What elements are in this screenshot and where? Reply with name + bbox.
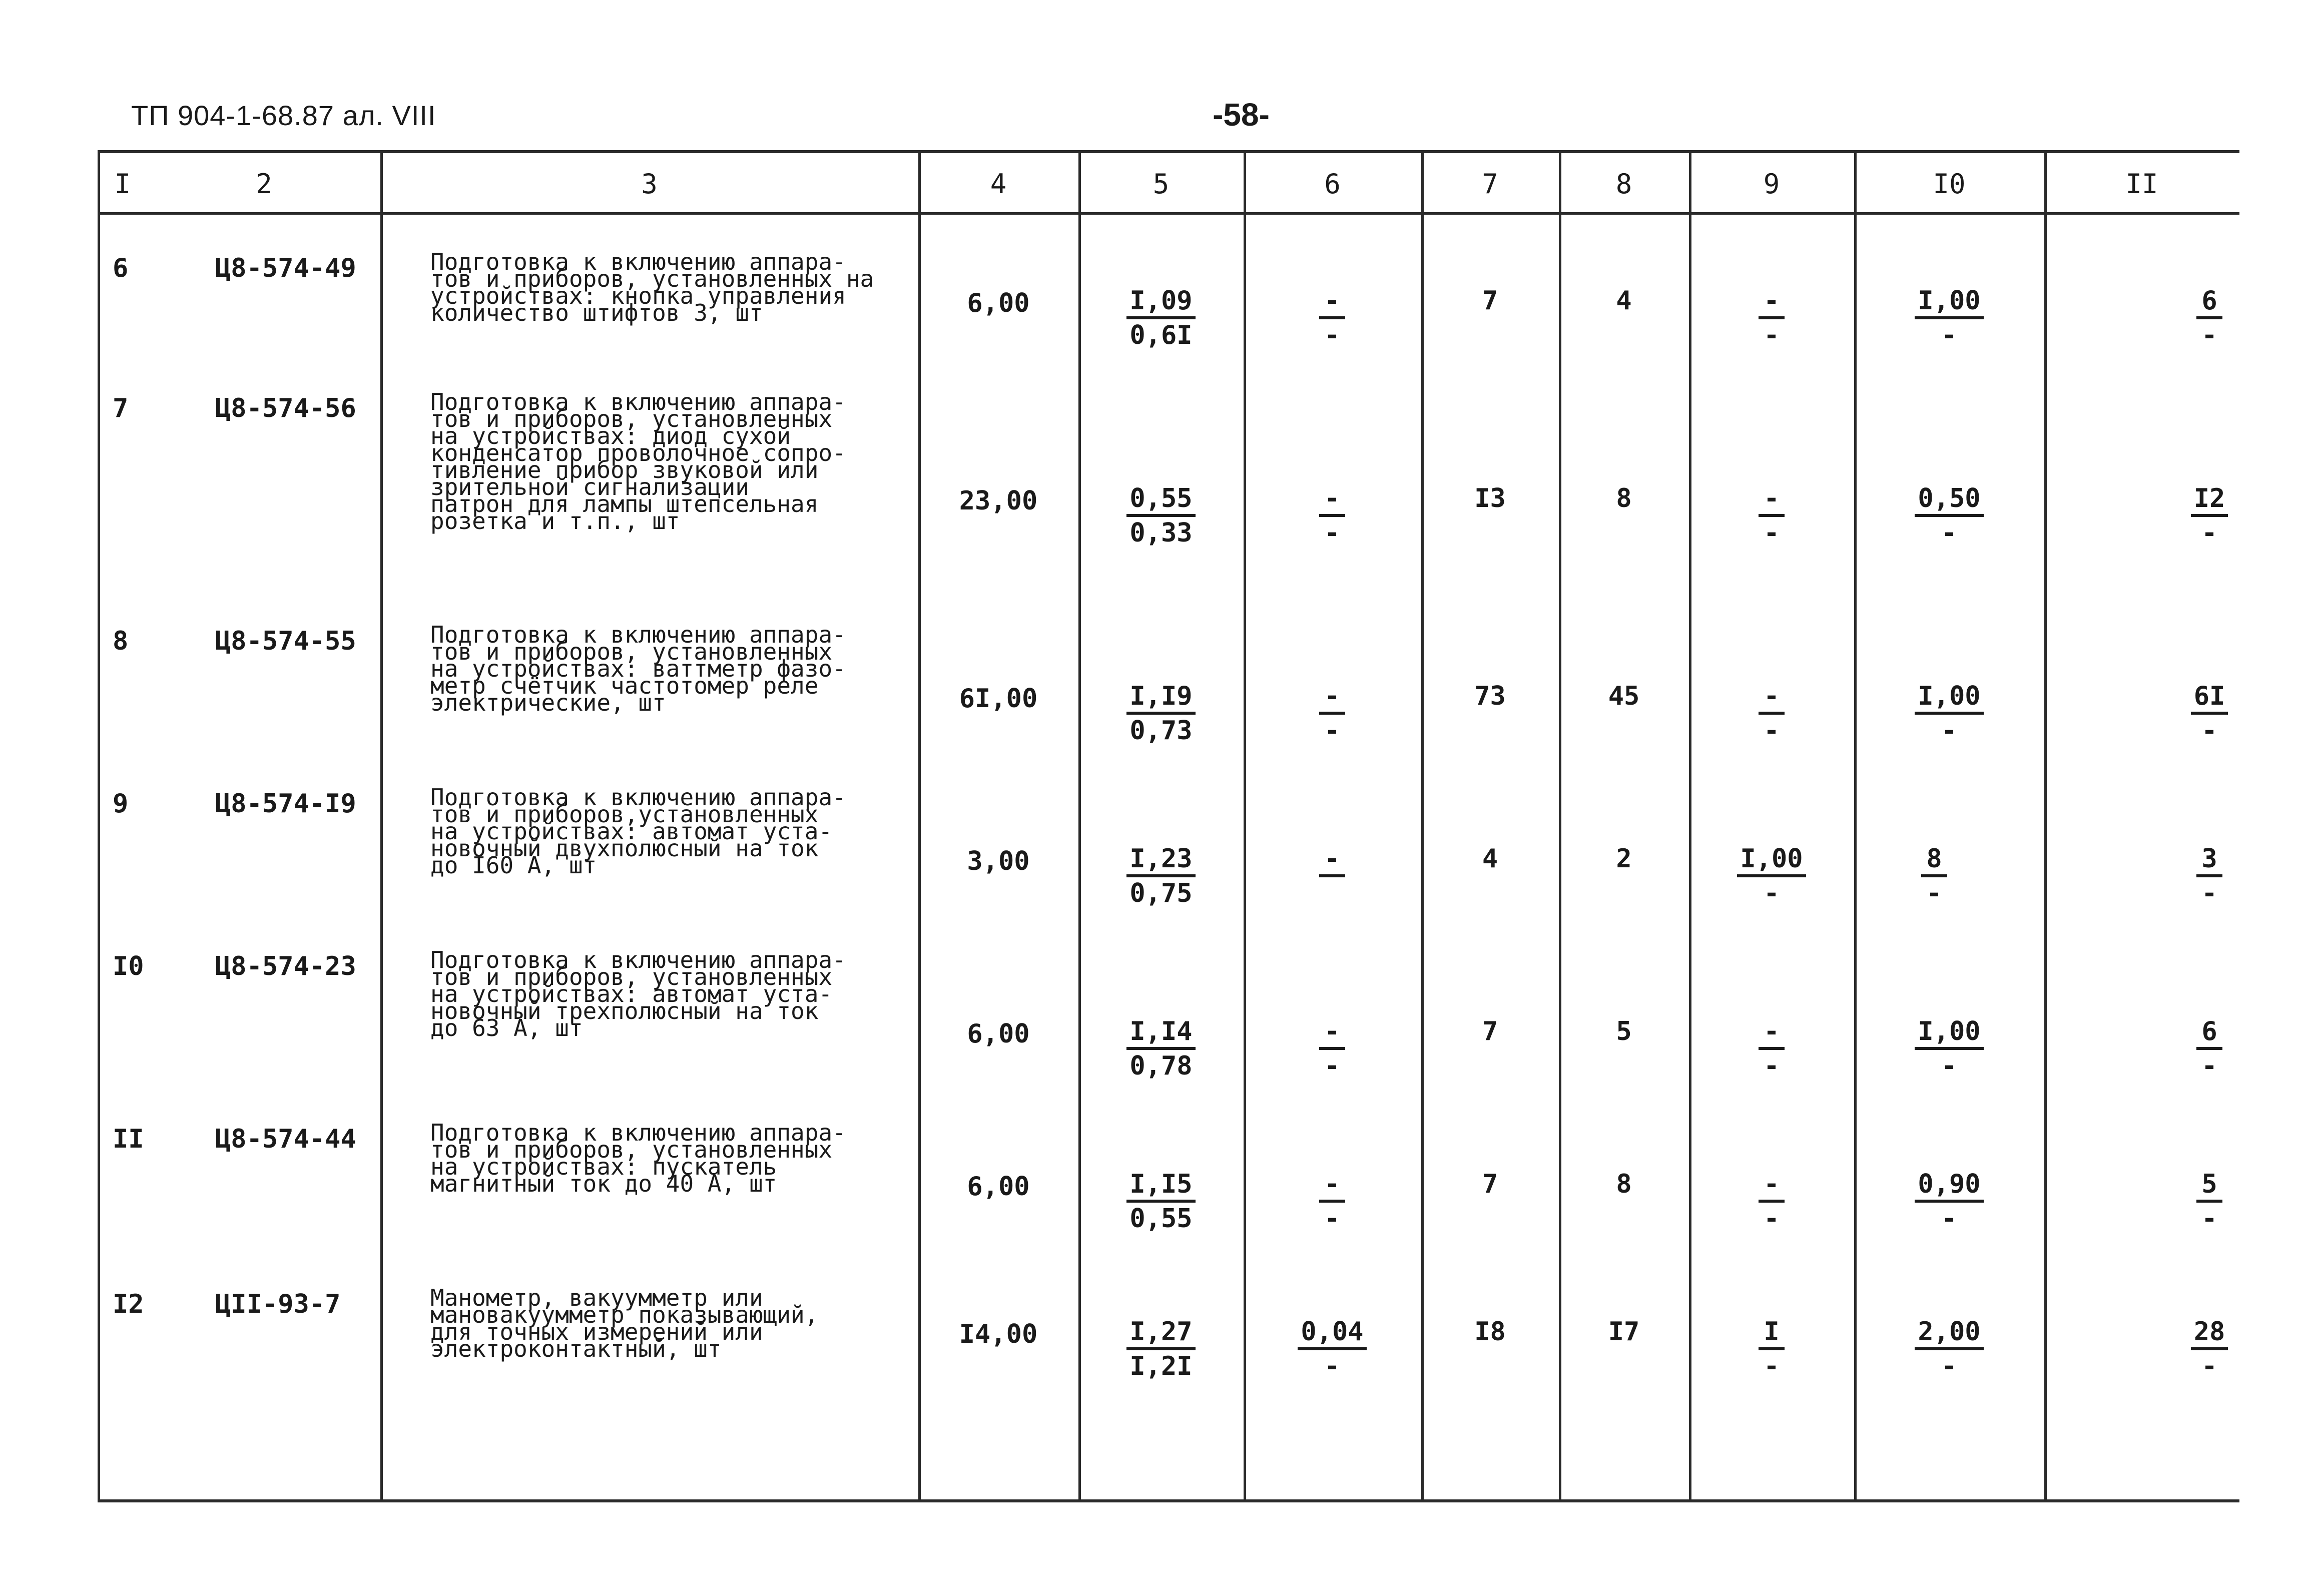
frac-numerator: I,00	[1915, 682, 1983, 715]
header-col-10: I0	[1933, 168, 1966, 200]
frac-denominator: -	[1764, 878, 1780, 908]
row-col-9	[1716, 483, 1827, 549]
row-col-7: 7	[1482, 286, 1498, 316]
row-number: 7	[113, 393, 129, 423]
frac-numerator: -	[1759, 1170, 1785, 1203]
frac-numerator: -	[1759, 484, 1785, 517]
frac-denominator: -	[1764, 518, 1780, 548]
row-col-5	[1106, 681, 1216, 747]
row-col-11	[2154, 1317, 2264, 1382]
frac-numerator: 6I	[2191, 682, 2228, 715]
document-code: ТП 904-1-68.87 ал. VIII	[131, 100, 436, 131]
row-col-4: 3,00	[967, 846, 1030, 876]
table-col-divider	[1244, 153, 1246, 1499]
frac-denominator: -	[1926, 878, 1942, 908]
table-col-divider	[2044, 153, 2047, 1499]
header-col-6: 6	[1324, 168, 1341, 200]
row-col-5	[1106, 1169, 1216, 1235]
frac-numerator: I,27	[1126, 1317, 1195, 1350]
frac-numerator: I,09	[1126, 286, 1195, 319]
row-col-8: 2	[1616, 844, 1632, 874]
frac-denominator: 0,78	[1129, 1051, 1193, 1081]
frac-denominator: -	[2201, 716, 2217, 746]
frac-numerator: -	[1759, 682, 1785, 715]
frac-numerator: 5	[2196, 1170, 2222, 1203]
row-col-5	[1106, 1016, 1216, 1082]
frac-denominator: -	[1941, 1051, 1957, 1081]
frac-numerator: 0,50	[1915, 484, 1983, 517]
row-col-5	[1106, 483, 1216, 549]
row-number: I0	[113, 951, 144, 981]
row-col-7: 7	[1482, 1169, 1498, 1199]
row-col-7: I3	[1474, 483, 1506, 513]
frac-denominator: -	[2201, 1051, 2217, 1081]
frac-denominator: -	[1324, 320, 1340, 350]
frac-numerator: I,I9	[1126, 682, 1195, 715]
frac-denominator: 0,73	[1129, 716, 1193, 746]
row-col-8: 8	[1616, 483, 1632, 513]
frac-denominator: 0,6I	[1129, 320, 1193, 350]
frac-numerator: I2	[2191, 484, 2228, 517]
frac-numerator: -	[1319, 844, 1345, 877]
frac-denominator: -	[2201, 320, 2217, 350]
row-code: Ц8-574-23	[215, 951, 356, 981]
frac-denominator: 0,55	[1129, 1204, 1193, 1234]
frac-numerator: -	[1759, 1017, 1785, 1050]
frac-numerator: I,I5	[1126, 1170, 1195, 1203]
row-col-6	[1277, 681, 1387, 747]
header-col-1: I	[114, 168, 131, 200]
frac-numerator: -	[1319, 286, 1345, 319]
header-col-2: 2	[256, 168, 272, 200]
row-description: Манометр, вакуумметр или мановакуумметр показывающий, для точных измерений или электроконтактный, шт	[430, 1284, 819, 1362]
row-col-6	[1277, 483, 1387, 549]
row-number: 6	[113, 253, 129, 283]
frac-numerator: I,23	[1126, 844, 1195, 877]
frac-numerator: I,00	[1737, 844, 1806, 877]
frac-denominator: -	[1941, 1351, 1957, 1381]
header-col-8: 8	[1615, 168, 1632, 200]
row-col-5	[1106, 1317, 1216, 1382]
frac-numerator: 0,55	[1126, 484, 1195, 517]
row-col-8: I7	[1608, 1317, 1640, 1347]
row-col-7: 73	[1474, 681, 1506, 711]
frac-numerator: -	[1319, 682, 1345, 715]
header-col-4: 4	[990, 168, 1007, 200]
row-code: Ц8-574-56	[215, 393, 356, 423]
frac-denominator: -	[2201, 1351, 2217, 1381]
header-col-5: 5	[1152, 168, 1170, 200]
row-col-8: 8	[1616, 1169, 1632, 1199]
frac-numerator: -	[1319, 484, 1345, 517]
row-col-4: 6,00	[967, 288, 1030, 318]
frac-numerator: 6	[2196, 1017, 2222, 1050]
row-col-4: 6,00	[967, 1019, 1030, 1049]
table-col-divider	[1689, 153, 1691, 1499]
row-col-11	[2154, 681, 2264, 747]
row-col-4: I4,00	[959, 1319, 1038, 1349]
row-description: Подготовка к включению аппара- тов и приборов, установленных на устройствах: диод сухой конденсатор проволочное сопро- тивление прибор звуковой или зрительной сигнализации патрон для лампы штепсельная розетка и т.п., шт	[430, 388, 846, 535]
frac-numerator: -	[1759, 286, 1785, 319]
frac-denominator: -	[2201, 1204, 2217, 1234]
frac-denominator: -	[1941, 320, 1957, 350]
row-col-10	[1894, 681, 2004, 747]
header-separator	[98, 212, 2239, 215]
row-col-11	[2154, 1016, 2264, 1082]
frac-denominator: -	[2201, 878, 2217, 908]
frac-denominator: -	[1941, 1204, 1957, 1234]
row-description: Подготовка к включению аппара- тов и приборов, установленных на устройствах: автомат уста- новочный трехполюсный на ток до 63 А, шт	[430, 946, 846, 1041]
frac-numerator: I,00	[1915, 1017, 1983, 1050]
row-code: Ц8-574-I9	[215, 789, 356, 819]
row-col-11	[2154, 483, 2264, 549]
row-number: 9	[113, 789, 129, 819]
row-col-6	[1277, 1016, 1387, 1082]
frac-denominator: 0,33	[1129, 518, 1193, 548]
row-col-7: 7	[1482, 1016, 1498, 1046]
table-col-divider	[380, 153, 383, 1499]
specification-table	[98, 150, 2239, 1502]
page-number: -58-	[1213, 97, 1270, 133]
row-number: 8	[113, 626, 129, 656]
header-col-11: II	[2125, 168, 2158, 200]
frac-denominator: -	[1324, 1051, 1340, 1081]
row-description: Подготовка к включению аппара- тов и приборов, установленных на устройствах: кнопка управления количество штифтов 3, шт	[430, 248, 874, 326]
frac-denominator: 0,75	[1129, 878, 1193, 908]
frac-denominator: -	[1941, 716, 1957, 746]
frac-denominator: I,2I	[1129, 1351, 1193, 1381]
row-code: Ц8-574-49	[215, 253, 356, 283]
frac-denominator: -	[1764, 1051, 1780, 1081]
row-description: Подготовка к включению аппара- тов и приборов, установленных на устройствах: ваттметр фазо- метр счётчик частотомер реле электрические, шт	[430, 621, 846, 716]
row-col-5	[1106, 286, 1216, 351]
frac-denominator: -	[1941, 518, 1957, 548]
row-col-9	[1716, 1016, 1827, 1082]
frac-numerator: 6	[2196, 286, 2222, 319]
frac-denominator: -	[1764, 1204, 1780, 1234]
table-col-divider	[1421, 153, 1424, 1499]
frac-denominator: -	[1324, 1351, 1340, 1381]
row-col-6	[1277, 844, 1387, 877]
frac-numerator: 3	[2196, 844, 2222, 877]
row-col-10	[1894, 1317, 2004, 1382]
row-col-4: 6,00	[967, 1172, 1030, 1202]
row-col-6	[1277, 286, 1387, 351]
frac-numerator: 28	[2191, 1317, 2228, 1350]
row-code: Ц8-574-44	[215, 1124, 356, 1154]
frac-denominator: -	[1764, 716, 1780, 746]
row-col-8: 4	[1616, 286, 1632, 316]
header-col-9: 9	[1763, 168, 1780, 200]
row-col-4: 23,00	[959, 486, 1038, 516]
frac-denominator: -	[1764, 320, 1780, 350]
frac-numerator: -	[1319, 1017, 1345, 1050]
row-col-9	[1716, 1317, 1827, 1382]
row-col-9	[1716, 844, 1827, 909]
row-col-7: I8	[1474, 1317, 1506, 1347]
frac-numerator: I	[1759, 1317, 1785, 1350]
row-code: ЦII-93-7	[215, 1289, 341, 1319]
row-col-9	[1716, 286, 1827, 351]
row-col-6	[1277, 1317, 1387, 1382]
table-col-divider	[1559, 153, 1561, 1499]
frac-numerator: I,00	[1915, 286, 1983, 319]
row-col-10	[1894, 1169, 2004, 1235]
row-description: Подготовка к включению аппара- тов и приборов,установленных на устройствах: автомат уста- новочный двухполюсный на ток до I60 А, шт	[430, 784, 846, 879]
frac-numerator: 2,00	[1915, 1317, 1983, 1350]
table-col-divider	[1854, 153, 1857, 1499]
frac-numerator: 8	[1921, 844, 1947, 877]
row-col-5	[1106, 844, 1216, 909]
row-col-10	[1894, 1016, 2004, 1082]
frac-denominator: -	[1324, 518, 1340, 548]
row-col-8: 5	[1616, 1016, 1632, 1046]
row-col-4: 6I,00	[959, 684, 1038, 714]
row-number: I2	[113, 1289, 144, 1319]
row-col-11	[2154, 286, 2264, 351]
frac-numerator: -	[1319, 1170, 1345, 1203]
frac-denominator: -	[1764, 1351, 1780, 1381]
row-col-8: 45	[1608, 681, 1640, 711]
frac-numerator: 0,90	[1915, 1170, 1983, 1203]
row-number: II	[113, 1124, 144, 1154]
row-col-11	[2154, 844, 2264, 909]
frac-denominator: -	[2201, 518, 2217, 548]
row-code: Ц8-574-55	[215, 626, 356, 656]
table-col-divider	[1078, 153, 1081, 1499]
row-col-11	[2154, 1169, 2264, 1235]
header-col-3: 3	[641, 168, 658, 200]
row-col-6	[1277, 1169, 1387, 1235]
row-description: Подготовка к включению аппара- тов и приборов, установленных на устройствах: пускатель магнитный ток до 40 А, шт	[430, 1119, 846, 1197]
frac-numerator: 0,04	[1298, 1317, 1366, 1350]
frac-denominator: -	[1324, 1204, 1340, 1234]
row-col-9	[1716, 1169, 1827, 1235]
row-col-9	[1716, 681, 1827, 747]
row-col-10	[1879, 844, 1989, 909]
frac-denominator: -	[1324, 716, 1340, 746]
header-col-7: 7	[1482, 168, 1498, 200]
frac-numerator: I,I4	[1126, 1017, 1195, 1050]
table-col-divider	[98, 153, 100, 1499]
row-col-10	[1894, 483, 2004, 549]
row-col-10	[1894, 286, 2004, 351]
row-col-7: 4	[1482, 844, 1498, 874]
